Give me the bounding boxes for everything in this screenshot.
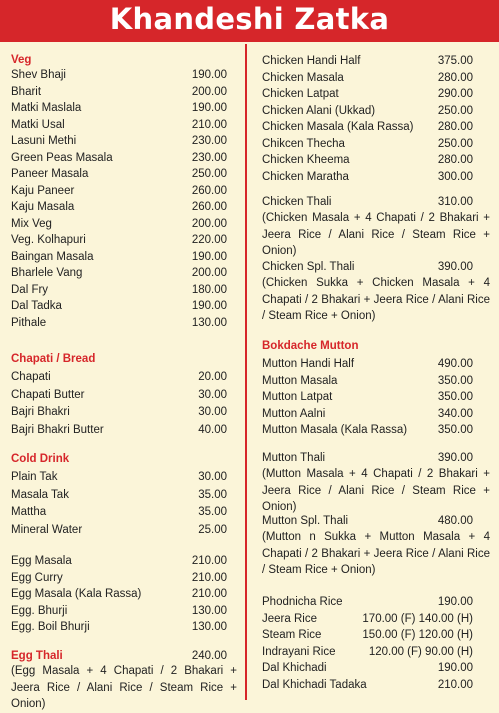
- menu-item-row: [11, 422, 227, 438]
- menu-item-price: 280.00: [437, 71, 473, 84]
- menu-item-row: [262, 422, 473, 438]
- menu-item-row: [11, 586, 227, 602]
- menu-item-row: [11, 553, 227, 569]
- menu-item-row: [262, 594, 473, 610]
- menu-item-name: Matki Maslala: [11, 102, 82, 114]
- menu-item-row: [11, 603, 227, 619]
- menu-item-row: [11, 522, 227, 538]
- menu-item-price: 130.00: [191, 621, 227, 633]
- menu-item-name: Lasuni Methi: [11, 135, 77, 147]
- menu-item-price: 280.00: [437, 154, 473, 166]
- menu-item-row: [262, 136, 473, 152]
- menu-item-name: Green Peas Masala: [11, 151, 113, 164]
- egg-thali-price: 240.00: [191, 650, 227, 662]
- menu-item-price: 210.00: [191, 118, 227, 131]
- menu-item-price: 200.00: [191, 85, 227, 98]
- section-title-drink: Cold Drink: [11, 453, 70, 465]
- menu-item-name: Masala Tak: [11, 488, 69, 501]
- menu-item-name: Chicken Alani (Ukkad): [262, 104, 376, 117]
- egg-thali-row: [11, 648, 227, 664]
- chicken-thali-desc: (Chicken Masala + 4 Chapati / 2 Bhakari + Jeera Rice / Alani Rice / Steam Rice + Onion): [262, 212, 490, 257]
- menu-item-price: 375.00: [437, 55, 473, 67]
- menu-item-row: [262, 70, 473, 86]
- menu-item-name: Pithale: [11, 316, 47, 329]
- menu-item-price: 250.00: [437, 104, 473, 117]
- menu-item-price: 350.00: [437, 424, 473, 436]
- menu-item-price: 190.00: [437, 596, 473, 608]
- menu-item-name: Dal Fry: [11, 283, 49, 296]
- section-title-bread: Chapati / Bread: [11, 353, 96, 365]
- menu-item-price: 350.00: [437, 374, 473, 387]
- menu-item-price: 300.00: [437, 170, 473, 183]
- menu-item-name: Egg Curry: [11, 571, 63, 584]
- chicken-thali-row: [262, 194, 473, 210]
- menu-item-name: Mattha: [11, 506, 47, 518]
- column-divider: [245, 44, 247, 700]
- menu-item-price: 200.00: [191, 217, 227, 230]
- menu-item-price: 190.00: [191, 300, 227, 312]
- mutton-spl-thali-price: 480.00: [437, 515, 473, 527]
- menu-item-row: [11, 166, 227, 182]
- menu-item-name: Chicken Masala: [262, 71, 344, 84]
- menu-item-price: 190.00: [437, 662, 473, 674]
- menu-item-name: Chicken Masala (Kala Rassa): [262, 121, 414, 133]
- menu-item-name: Paneer Masala: [11, 168, 89, 180]
- menu-item-name: Indrayani Rice: [262, 645, 336, 658]
- menu-item-row: [11, 315, 227, 331]
- menu-item-row: [11, 84, 227, 100]
- chicken-spl-thali-row: [262, 259, 473, 275]
- menu-item-price: 40.00: [198, 423, 227, 436]
- mutton-spl-thali-name: Mutton Spl. Thali: [262, 515, 349, 527]
- menu-item-row: [262, 611, 473, 627]
- menu-item-name: Egg Masala: [11, 555, 72, 567]
- menu-item-row: [262, 86, 473, 102]
- menu-item-name: Veg. Kolhapuri: [11, 234, 86, 246]
- menu-item-price: 35.00: [198, 488, 227, 501]
- menu-item-name: Mutton Masala (Kala Rassa): [262, 424, 408, 436]
- menu-item-row: [11, 504, 227, 520]
- menu-item-price: 130.00: [191, 604, 227, 617]
- menu-header: [0, 0, 499, 42]
- menu-item-price: 190.00: [191, 250, 227, 263]
- menu-item-price: 210.00: [437, 678, 473, 691]
- menu-item-name: Phodnicha Rice: [262, 596, 343, 608]
- menu-item-name: Chicken Kheema: [262, 154, 350, 166]
- menu-item-price: 30.00: [198, 406, 227, 418]
- menu-item-row: [11, 570, 227, 586]
- menu-item-row: [11, 265, 227, 281]
- menu-item-row: [11, 216, 227, 232]
- page-title: Khandeshi Zatka: [109, 2, 390, 36]
- menu-item-price: 210.00: [191, 588, 227, 600]
- menu-item-price: 35.00: [198, 506, 227, 518]
- menu-item-row: [262, 389, 473, 405]
- menu-item-row: [11, 487, 227, 503]
- chicken-spl-thali-desc: (Chicken Sukka + Chicken Masala + 4 Chapati / 2 Bhakari + Jeera Rice / Alani Rice / Steam Rice + Onion): [262, 277, 490, 322]
- section-title-veg: Veg: [11, 54, 32, 66]
- chicken-spl-thali-price: 390.00: [437, 261, 473, 273]
- menu-item-name: Chapati: [11, 371, 51, 383]
- mutton-spl-thali-desc: (Mutton n Sukka + Mutton Masala + 4 Chapati / 2 Bhakari + Jeera Rice / Alani Rice / Steam Rice + Onion): [262, 531, 490, 576]
- chicken-thali-price: 310.00: [437, 196, 473, 208]
- menu-item-name: Jeera Rice: [262, 612, 317, 625]
- menu-item-price: 30.00: [198, 388, 227, 401]
- menu-item-name: Mutton Latpat: [262, 391, 333, 403]
- menu-item-name: Bajri Bhakri: [11, 406, 70, 418]
- menu-item-row: [11, 133, 227, 149]
- menu-item-row: [262, 677, 473, 693]
- menu-item-name: Kaju Masala: [11, 201, 75, 213]
- menu-item-name: Steam Rice: [262, 629, 322, 641]
- menu-item-row: [11, 199, 227, 215]
- menu-item-row: [262, 152, 473, 168]
- menu-item-row: [262, 119, 473, 135]
- chicken-spl-thali-name: Chicken Spl. Thali: [262, 261, 355, 273]
- menu-item-row: [262, 406, 473, 422]
- menu-item-row: [11, 404, 227, 420]
- menu-item-name: Dal Tadka: [11, 300, 62, 312]
- mutton-spl-thali-row: [262, 513, 473, 529]
- menu-item-price: 150.00 (F) 120.00 (H): [362, 629, 473, 641]
- menu-item-name: Bajri Bhakri Butter: [11, 423, 104, 436]
- menu-item-name: Dal Khichadi Tadaka: [262, 678, 367, 691]
- menu-item-row: [262, 373, 473, 389]
- menu-item-name: Bharlele Vang: [11, 267, 83, 279]
- egg-thali-desc: (Egg Masala + 4 Chapati / 2 Bhakari + Jeera Rice / Alani Rice / Steam Rice + Onion): [11, 665, 237, 710]
- menu-item-price: 340.00: [437, 407, 473, 420]
- menu-item-row: [11, 369, 227, 385]
- menu-item-price: 350.00: [437, 391, 473, 403]
- menu-item-row: [262, 660, 473, 676]
- menu-item-price: 230.00: [191, 135, 227, 147]
- menu-item-row: [262, 169, 473, 185]
- menu-item-name: Chicken Latpat: [262, 88, 339, 100]
- menu-item-price: 210.00: [191, 571, 227, 584]
- menu-item-price: 290.00: [437, 88, 473, 100]
- menu-item-name: Mutton Aalni: [262, 407, 326, 420]
- menu-item-row: [11, 100, 227, 116]
- menu-item-price: 490.00: [437, 358, 473, 370]
- menu-item-row: [11, 387, 227, 403]
- menu-item-name: Baingan Masala: [11, 250, 94, 263]
- menu-item-row: [11, 150, 227, 166]
- menu-item-row: [11, 117, 227, 133]
- menu-item-row: [262, 644, 473, 660]
- menu-item-row: [11, 469, 227, 485]
- menu-item-name: Bharit: [11, 85, 42, 98]
- menu-item-row: [11, 619, 227, 635]
- menu-item-name: Chicken Handi Half: [262, 55, 361, 67]
- menu-item-price: 190.00: [191, 102, 227, 114]
- menu-item-price: 250.00: [437, 137, 473, 150]
- menu-item-name: Egg Masala (Kala Rassa): [11, 588, 142, 600]
- mutton-thali-desc: (Mutton Masala + 4 Chapati / 2 Bhakari + Jeera Rice / Alani Rice / Steam Rice + Onion): [262, 468, 490, 513]
- menu-item-name: Kaju Paneer: [11, 184, 75, 197]
- menu-item-name: Egg. Bhurji: [11, 604, 68, 617]
- menu-item-row: [11, 232, 227, 248]
- menu-item-name: Mineral Water: [11, 523, 83, 536]
- menu-item-name: Chicken Maratha: [262, 170, 349, 183]
- menu-item-price: 260.00: [191, 201, 227, 213]
- menu-item-price: 180.00: [191, 283, 227, 296]
- menu-item-row: [11, 282, 227, 298]
- section-title-egg-thali: Egg Thali: [11, 650, 63, 662]
- menu-item-name: Shev Bhaji: [11, 69, 66, 81]
- menu-item-price: 220.00: [191, 234, 227, 246]
- menu-item-name: Mix Veg: [11, 217, 52, 230]
- mutton-thali-price: 390.00: [437, 452, 473, 464]
- menu-item-row: [262, 103, 473, 119]
- menu-item-name: Plain Tak: [11, 471, 58, 483]
- menu-item-row: [262, 356, 473, 372]
- menu-item-row: [11, 298, 227, 314]
- mutton-thali-name: Mutton Thali: [262, 452, 326, 464]
- menu-item-name: Chikcen Thecha: [262, 137, 345, 150]
- menu-item-price: 190.00: [191, 69, 227, 81]
- menu-item-price: 280.00: [437, 121, 473, 133]
- menu-item-name: Mutton Masala: [262, 374, 338, 387]
- menu-item-price: 200.00: [191, 267, 227, 279]
- menu-item-name: Dal Khichadi: [262, 662, 327, 674]
- menu-item-row: [11, 67, 227, 83]
- menu-item-price: 20.00: [198, 371, 227, 383]
- menu-item-name: Matki Usal: [11, 118, 65, 131]
- menu-item-row: [262, 53, 473, 69]
- menu-item-price: 260.00: [191, 184, 227, 197]
- menu-item-price: 30.00: [198, 471, 227, 483]
- menu-item-price: 170.00 (F) 140.00 (H): [362, 612, 473, 625]
- chicken-thali-name: Chicken Thali: [262, 196, 332, 208]
- menu-item-name: Chapati Butter: [11, 388, 85, 401]
- menu-item-row: [262, 627, 473, 643]
- menu-item-name: Mutton Handi Half: [262, 358, 355, 370]
- mutton-thali-row: [262, 450, 473, 466]
- menu-item-row: [11, 183, 227, 199]
- menu-item-price: 25.00: [198, 523, 227, 536]
- menu-item-row: [11, 249, 227, 265]
- menu-item-price: 120.00 (F) 90.00 (H): [368, 645, 473, 658]
- menu-item-name: Egg. Boil Bhurji: [11, 621, 90, 633]
- section-title-mutton: Bokdache Mutton: [262, 340, 359, 352]
- menu-item-price: 210.00: [191, 555, 227, 567]
- menu-item-price: 230.00: [191, 151, 227, 164]
- menu-item-price: 130.00: [191, 316, 227, 329]
- menu-item-price: 250.00: [191, 168, 227, 180]
